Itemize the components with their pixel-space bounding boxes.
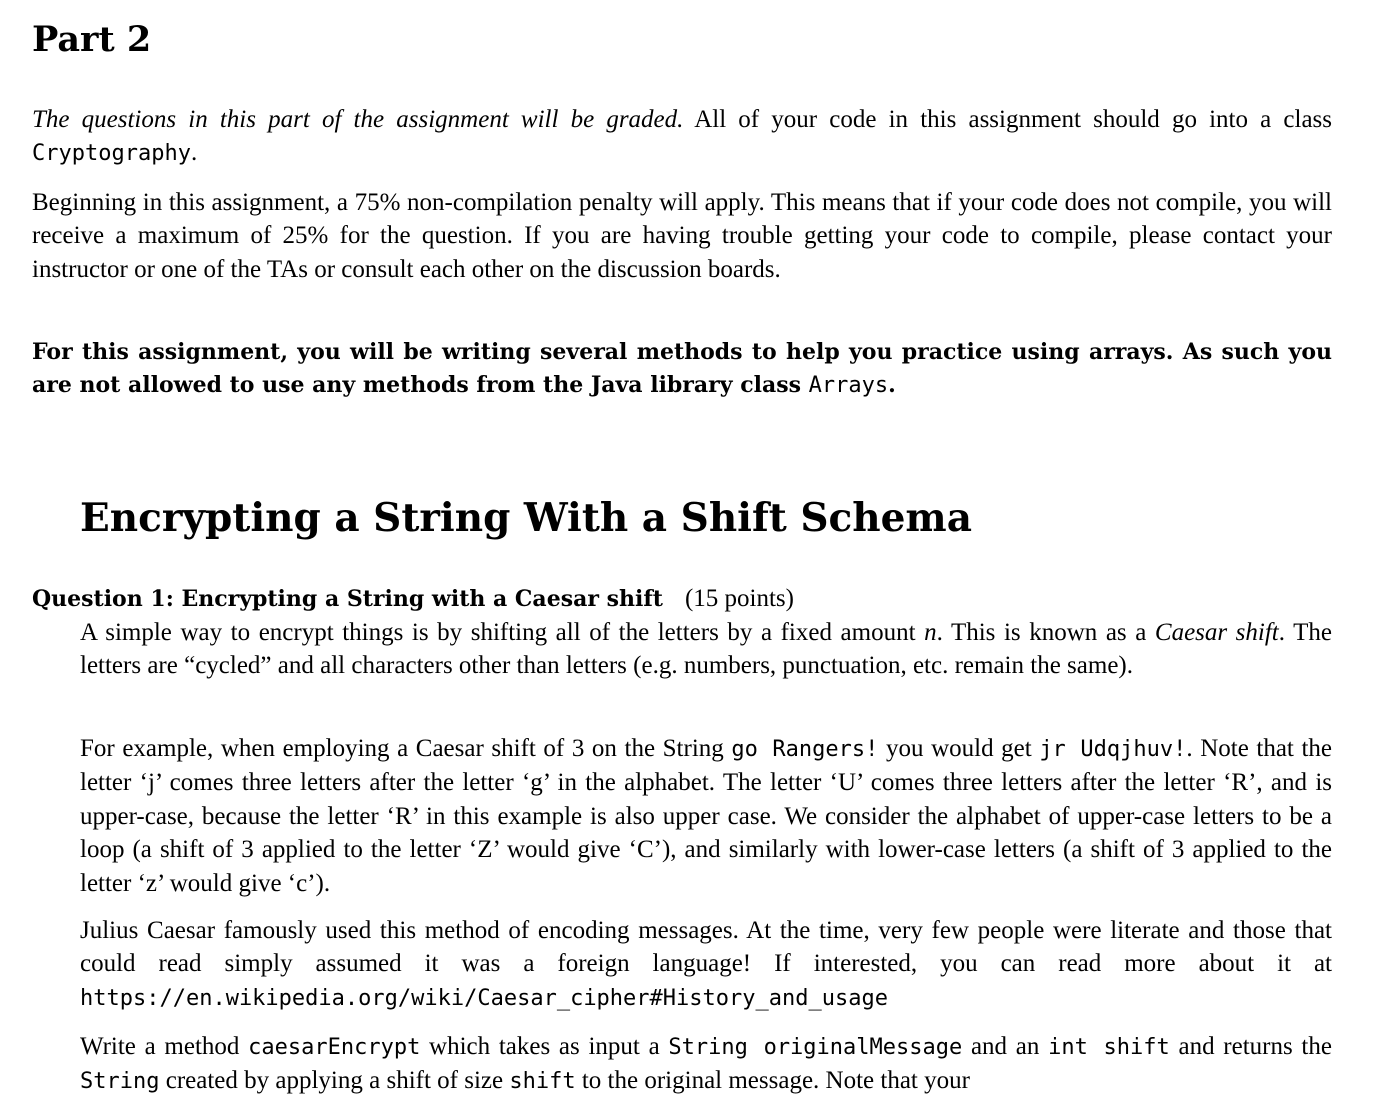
arrays-class-code: Arrays [808, 373, 889, 399]
intro-paragraph: The questions in this part of the assignment will be graded. All of your code in this assignment should go into a class Cryptography. [32, 106, 1333, 167]
section-title: Encrypting a String With a Shift Schema [80, 495, 972, 541]
question-heading [32, 582, 794, 616]
question-paragraph-1: A simple way to encrypt things is by shifting all of the letters by a fixed amount n. This is known as a Caesar shift. The letters are “cycled” and all characters other than letters (e.g. numbers, punctuation, etc. remain the same). [80, 619, 1332, 680]
question-points: (15 points) [684, 585, 794, 612]
method-name-code: caesarEncrypt [248, 1035, 421, 1060]
variable-n: n [924, 619, 937, 646]
arrays-restriction-paragraph: For this assignment, you will be writing several methods to help you practice using arrays. As such you are not allowed to use any methods from the Java library class Arrays. [32, 339, 1332, 399]
part-title: Part 2 [32, 19, 152, 60]
question-title: Question 1: Encrypting a String with a Caesar shift [32, 586, 663, 612]
penalty-paragraph: Beginning in this assignment, a 75% non-compilation penalty will apply. This means that if your code does not compile, you will receive a maximum of 25% for the question. If you are having trouble getting your code to compile, please contact your instructor or one of the TAs or consult each other on the discussion boards. [32, 189, 1332, 283]
param-message-code: String originalMessage [668, 1035, 963, 1060]
caesar-shift-term: Caesar shift [1154, 619, 1279, 646]
class-name-code: Cryptography [32, 141, 191, 167]
question-paragraph-2: For example, when employing a Caesar shift of 3 on the String go Rangers! you would get jr Udqjhuv!. Note that the letter ‘j’ comes three letters after the letter ‘g’ in the alphabet. The letter ‘U’ comes three letters after the letter ‘R’, and is upper-case, because the letter ‘R’ in this example is also upper case. We consider the alphabet of upper-case letters to be a loop (a shift of 3 applied to the letter ‘Z’ would give ‘C’), and similarly with lower-case letters (a shift of 3 applied to the letter ‘z’ would give ‘c’). [80, 735, 1333, 897]
question-paragraph-4: Write a method caesarEncrypt which takes as input a String originalMessage and an int shift and returns the String created by applying a shift of size shift to the original message. Note that your [80, 1033, 1332, 1095]
param-shift-code: int shift [1048, 1035, 1170, 1060]
question-paragraph-3: Julius Caesar famously used this method of encoding messages. At the time, very few people were literate and those that could read simply assumed it was a foreign language! If interested, you can read more about it at https://en.wikipedia.org/wiki/Caesar_cipher#History_and_usage [80, 917, 1332, 1011]
example-output-code: jr Udqjhuv! [1039, 737, 1187, 762]
wikipedia-link[interactable]: https://en.wikipedia.org/wiki/Caesar_cipher#History_and_usage [80, 985, 888, 1011]
return-type-code: String [80, 1069, 160, 1095]
shift-var-code: shift [509, 1069, 576, 1095]
example-input-code: go Rangers! [731, 737, 879, 762]
graded-note: The questions in this part of the assignment will be graded. [32, 106, 684, 133]
